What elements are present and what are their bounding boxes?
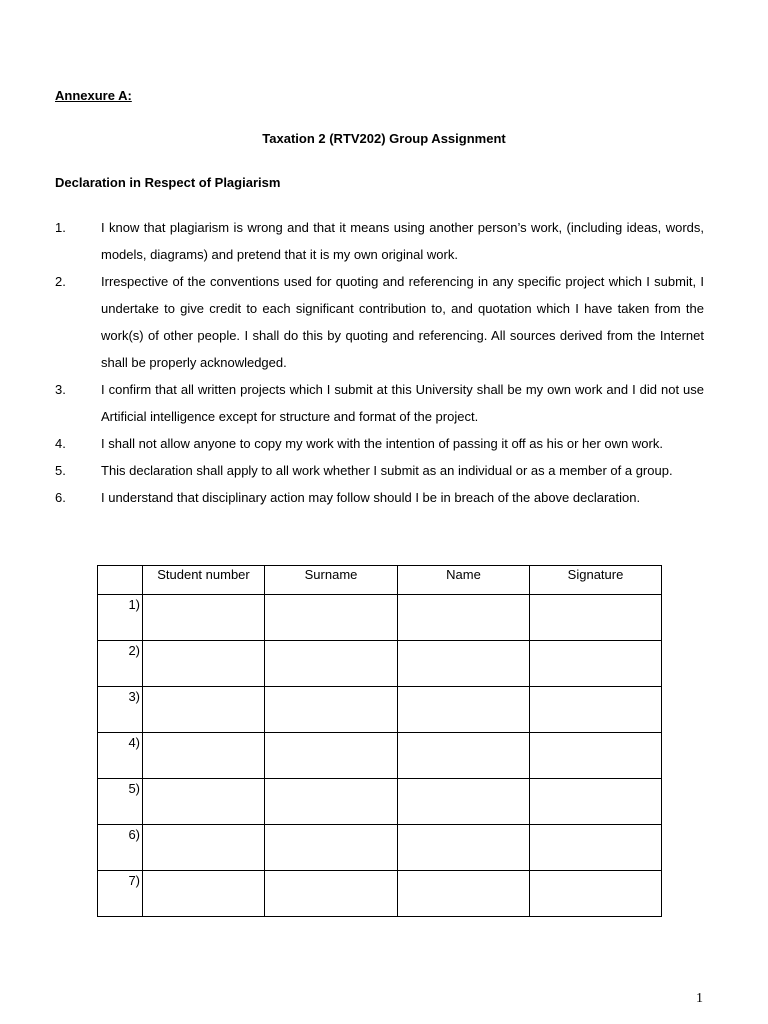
- signature-cell[interactable]: [530, 733, 662, 779]
- declaration-number: 4.: [55, 436, 66, 451]
- table-row: [98, 871, 662, 917]
- student-number-cell[interactable]: [143, 779, 265, 825]
- declaration-text: I know that plagiarism is wrong and that it means using another person’s work, (including ideas, words, models, diagrams) and pretend that it is my own original work.: [101, 220, 704, 262]
- surname-cell[interactable]: [265, 687, 398, 733]
- student-number-cell[interactable]: [143, 871, 265, 917]
- signature-cell[interactable]: [530, 779, 662, 825]
- table-row: [98, 595, 662, 641]
- student-number-cell[interactable]: [143, 733, 265, 779]
- column-header-student-number: Student number: [143, 566, 265, 595]
- table-row: [98, 641, 662, 687]
- row-number: 1): [98, 595, 143, 641]
- column-header-name: Name: [398, 566, 530, 595]
- column-header-signature: Signature: [530, 566, 662, 595]
- row-number: 7): [98, 871, 143, 917]
- document-title: Taxation 2 (RTV202) Group Assignment: [262, 131, 506, 146]
- student-number-cell[interactable]: [143, 595, 265, 641]
- name-cell[interactable]: [398, 733, 530, 779]
- declaration-text: I understand that disciplinary action may follow should I be in breach of the above declaration.: [101, 490, 641, 505]
- surname-cell[interactable]: [265, 641, 398, 687]
- declaration-list: [55, 214, 704, 511]
- declaration-number: 3.: [55, 382, 66, 397]
- declaration-text: I confirm that all written projects which I submit at this University shall be my own work and I did not use Artificial intelligence except for structure and format of the project.: [101, 382, 704, 424]
- declaration-text: Irrespective of the conventions used for quoting and referencing in any specific project which I submit, I undertake to give credit to each significant contribution to, and quotation which I have taken from the work(s) of other people. I shall do this by quoting and referencing. All sources derived from the Internet shall be properly acknowledged.: [101, 274, 704, 370]
- name-cell[interactable]: [398, 779, 530, 825]
- column-header: [98, 566, 143, 595]
- table-header-row: [98, 566, 662, 595]
- declaration-item: [55, 268, 704, 376]
- table-row: [98, 779, 662, 825]
- signature-cell[interactable]: [530, 871, 662, 917]
- section-heading: Declaration in Respect of Plagiarism: [55, 175, 281, 190]
- row-number: 5): [98, 779, 143, 825]
- name-cell[interactable]: [398, 641, 530, 687]
- signature-cell[interactable]: [530, 687, 662, 733]
- declaration-item: [55, 376, 704, 430]
- table-row: [98, 825, 662, 871]
- row-number: 3): [98, 687, 143, 733]
- surname-cell[interactable]: [265, 779, 398, 825]
- student-number-cell[interactable]: [143, 641, 265, 687]
- column-header-surname: Surname: [265, 566, 398, 595]
- signature-cell[interactable]: [530, 825, 662, 871]
- name-cell[interactable]: [398, 871, 530, 917]
- name-cell[interactable]: [398, 687, 530, 733]
- page-number: 1: [696, 991, 703, 1006]
- declaration-item: [55, 430, 704, 457]
- surname-cell[interactable]: [265, 825, 398, 871]
- name-cell[interactable]: [398, 595, 530, 641]
- row-number: 2): [98, 641, 143, 687]
- declaration-number: 2.: [55, 274, 66, 289]
- signature-cell[interactable]: [530, 595, 662, 641]
- student-number-cell[interactable]: [143, 687, 265, 733]
- declaration-number: 6.: [55, 490, 66, 505]
- declaration-number: 1.: [55, 220, 66, 235]
- surname-cell[interactable]: [265, 595, 398, 641]
- annexure-label: Annexure A:: [55, 88, 132, 103]
- row-number: 6): [98, 825, 143, 871]
- row-number: 4): [98, 733, 143, 779]
- signature-cell[interactable]: [530, 641, 662, 687]
- table-row: [98, 687, 662, 733]
- declaration-item: [55, 214, 704, 268]
- declaration-item: [55, 484, 704, 511]
- table-row: [98, 733, 662, 779]
- surname-cell[interactable]: [265, 871, 398, 917]
- name-cell[interactable]: [398, 825, 530, 871]
- student-signature-table: [97, 565, 662, 917]
- declaration-text: This declaration shall apply to all work whether I submit as an individual or as a member of a group.: [101, 463, 673, 478]
- student-number-cell[interactable]: [143, 825, 265, 871]
- declaration-text: I shall not allow anyone to copy my work with the intention of passing it off as his or her own work.: [101, 436, 663, 451]
- declaration-item: [55, 457, 704, 484]
- declaration-number: 5.: [55, 463, 66, 478]
- surname-cell[interactable]: [265, 733, 398, 779]
